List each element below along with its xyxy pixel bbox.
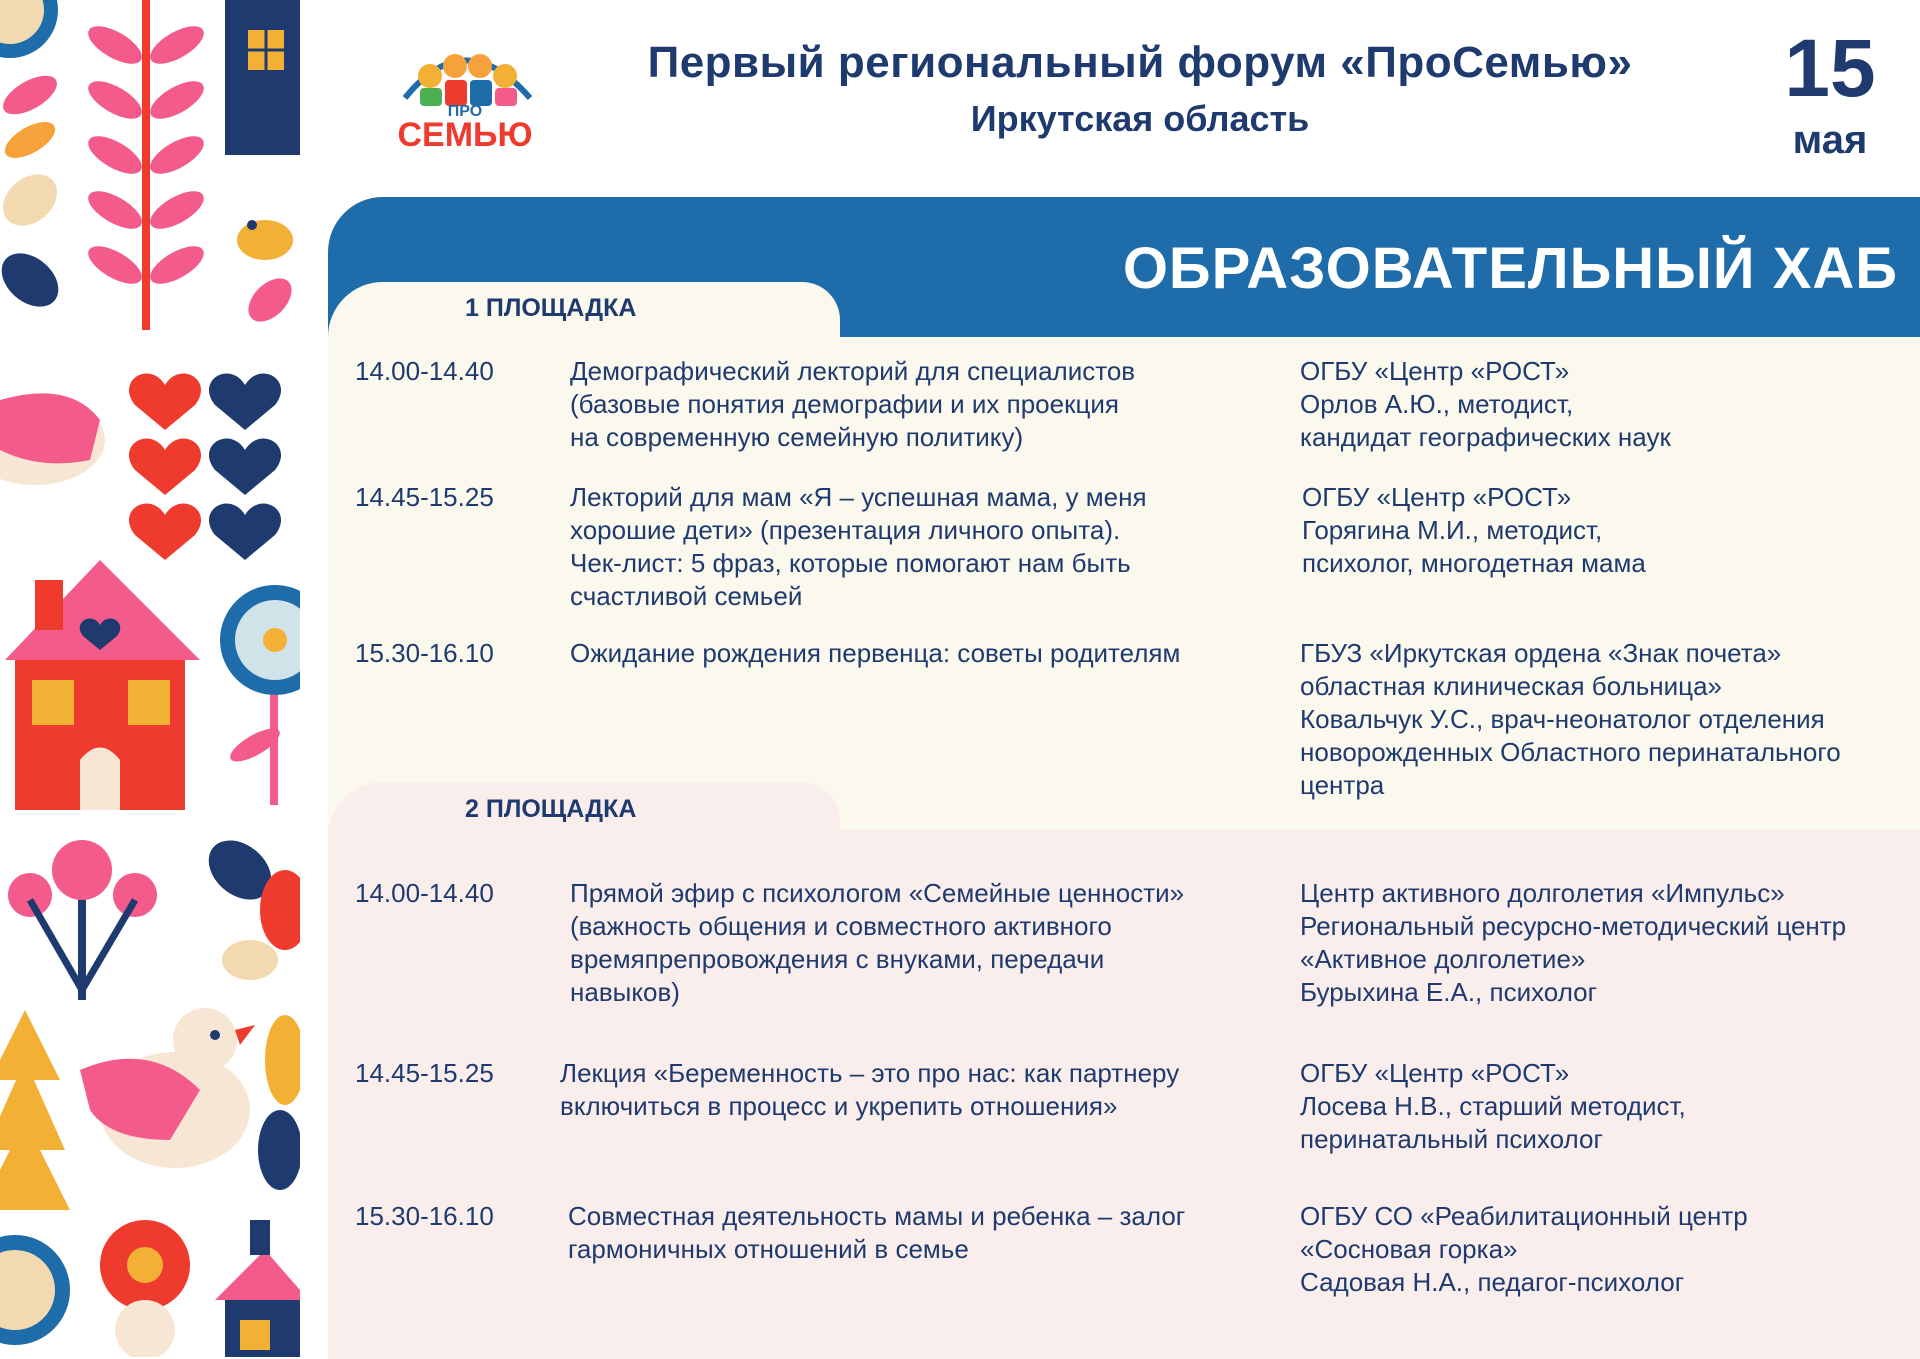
schedule-panel xyxy=(328,197,1920,1357)
event-organizer: ОГБУ СО «Реабилитационный центр «Сосновая горка» Садовая Н.А., педагог-психолог xyxy=(1300,1201,1748,1297)
event-description: Прямой эфир с психологом «Семейные ценности» (важность общения и совместного активного времяпрепровождения с внуками, передачи навыков) xyxy=(570,878,1185,1007)
date-month: мая xyxy=(1792,118,1868,162)
svg-text:СЕМЬЮ: СЕМЬЮ xyxy=(397,116,533,154)
event-description: Лекторий для мам «Я – успешная мама, у меня хорошие дети» (презентация личного опыта). Чек-лист: 5 фраз, которые помогают нам быть счастливой семьей xyxy=(570,482,1147,611)
time-slot: 14.45-15.25 xyxy=(355,1058,494,1088)
date-day: 15 xyxy=(1784,23,1876,114)
section-1-label: 1 ПЛОЩАДКА xyxy=(465,294,637,322)
event-organizer: Центр активного долголетия «Импульс» Региональный ресурсно-методический центр «Активное долголетие» Бурыхина Е.А., психолог xyxy=(1300,878,1847,1007)
region-subtitle: Иркутская область xyxy=(970,98,1310,139)
hub-title: ОБРАЗОВАТЕЛЬНЫЙ ХАБ xyxy=(1122,236,1898,301)
event-description: Ожидание рождения первенца: советы родителям xyxy=(570,638,1181,668)
event-description: Демографический лекторий для специалистов (базовые понятия демографии и их проекция на современную семейную политику) xyxy=(570,356,1136,452)
event-description: Лекция «Беременность – это про нас: как партнеру включиться в процесс и укрепить отношения» xyxy=(560,1058,1180,1121)
event-organizer: ГБУЗ «Иркутская ордена «Знак почета» областная клиническая больница» Ковальчук У.С., врач-неонатолог отделения новорожденных Областного перинатального центра xyxy=(1300,638,1841,800)
folk-pattern-illustration xyxy=(0,0,300,1357)
svg-text:ПРО: ПРО xyxy=(447,103,483,120)
event-description: Совместная деятельность мамы и ребенка – залог гармоничных отношений в семье xyxy=(568,1201,1186,1264)
section-2-label: 2 ПЛОЩАДКА xyxy=(465,795,637,823)
time-slot: 14.45-15.25 xyxy=(355,482,494,512)
time-slot: 14.00-14.40 xyxy=(355,878,494,908)
decorative-pattern-strip xyxy=(0,0,300,1357)
forum-title: Первый региональный форум «ПроСемью» xyxy=(647,38,1633,87)
time-slot: 15.30-16.10 xyxy=(355,1201,494,1231)
prosemyu-logo xyxy=(385,28,545,158)
time-slot: 14.00-14.40 xyxy=(355,356,494,386)
time-slot: 15.30-16.10 xyxy=(355,638,494,668)
event-organizer: ОГБУ «Центр «РОСТ» Орлов А.Ю., методист, кандидат географических наук xyxy=(1300,356,1671,452)
event-organizer: ОГБУ «Центр «РОСТ» Горягина М.И., методист, психолог, многодетная мама xyxy=(1302,482,1646,578)
event-organizer: ОГБУ «Центр «РОСТ» Лосева Н.В., старший методист, перинатальный психолог xyxy=(1300,1058,1686,1154)
